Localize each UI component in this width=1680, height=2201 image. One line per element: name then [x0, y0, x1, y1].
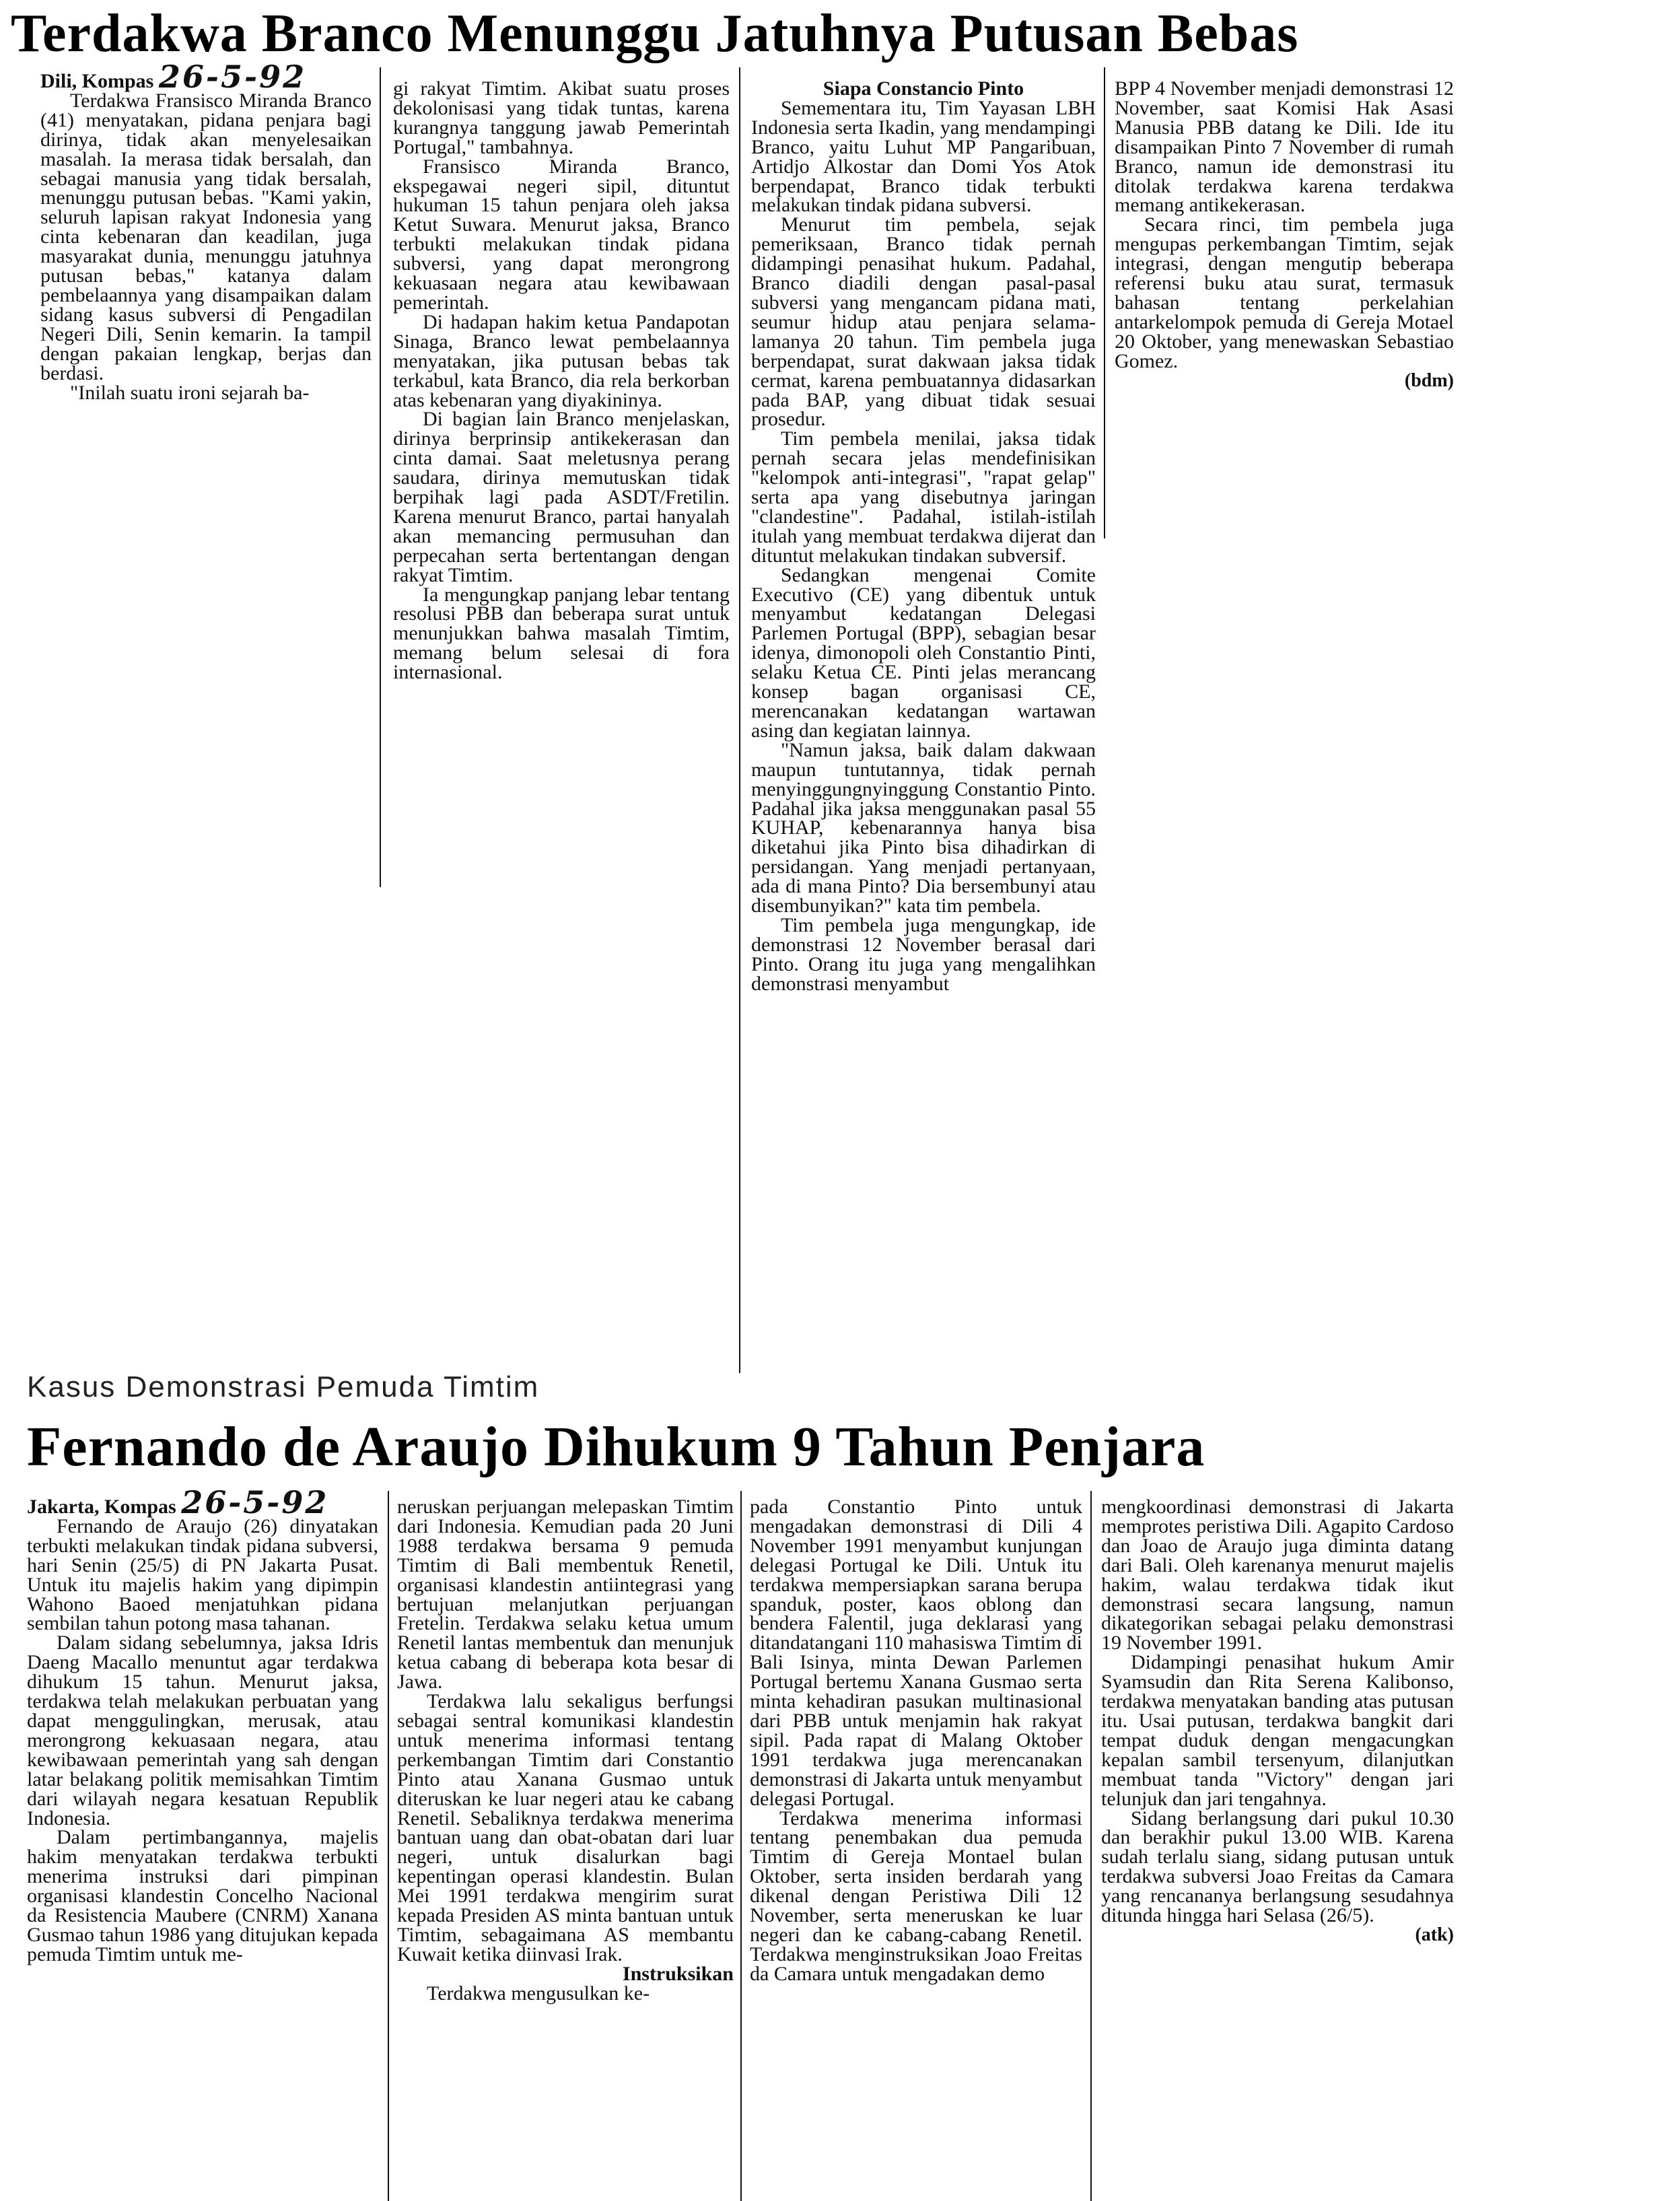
article1-column-rule-3: [1104, 67, 1105, 538]
article2-paragraph: pada Constantio Pinto untuk mengadakan demonstrasi di Dili 4 November 1991 menyambut kunjungan delegasi Portugal ke Dili. Untuk itu terdakwa mempersiapkan sarana berupa spanduk, poster, kaos oblong dan bendera Falentil, juga deklarasi yang ditandatangani 110 mahasiswa Timtim di Bali Isinya, minta Dewan Parlemen Portugal bertemu Xanana Gusmao serta minta kehadiran pasukan multinasional dari PBB untuk menjamin hak rakyat sipil. Pada rapat di Malang Oktober 1991 terdakwa juga merencanakan demonstrasi di Jakarta untuk menyambut delegasi Portugal.: [750, 1496, 1082, 1810]
article2-column-2: [397, 1498, 734, 2004]
article2-handwritten-date: 26-5-92: [181, 1484, 329, 1521]
article1-paragraph: Sedangkan mengenai Comite Executivo (CE) yang dibentuk untuk menyambut kedatangan Delegasi Parlemen Portugal (BPP), sebagian besar idenya, dimonopoli oleh Constantio Pinti, selaku Ketua CE. Pinti jelas merancang konsep bagan organisasi CE, merencanakan kedatangan wartawan asing dan kegiatan lainnya.: [751, 563, 1096, 742]
article1-headline: Terdakwa Branco Menunggu Jatuhnya Putusan Bebas: [11, 4, 1299, 63]
article2-kicker: Kasus Demonstrasi Pemuda Timtim: [27, 1370, 540, 1403]
article1-column-rule-1: [380, 67, 381, 887]
article1-paragraph: gi rakyat Timtim. Akibat suatu proses dekolonisasi yang tidak tuntas, karena kurangnya tanggung jawab Pemerintah Portugal," tambahnya.: [393, 77, 730, 158]
article1-paragraph: Fransisco Miranda Branco, ekspegawai negeri sipil, dituntut hukuman 15 tahun penjara oleh jaksa Ketut Suwara. Menurut jaksa, Branco terbukti melakukan tindak pidana subversi, yang dapat merongrong kekuasaan negara atau kewibawaan pemerintah.: [393, 155, 730, 314]
article1-paragraph: Semementara itu, Tim Yayasan LBH Indonesia serta Ikadin, yang mendampingi Branco, yaitu Luhut MP Pangaribuan, Artidjo Alkostar dan Domi Yos Atok berpendapat, Branco tidak terbukti melakukan tindak pidana subversi.: [751, 96, 1096, 217]
article1-column-2: [393, 79, 730, 683]
article2-column-rule-1: [388, 1491, 389, 2201]
article2-dateline-line: [27, 1484, 378, 1521]
article2-signature: (atk): [1415, 1924, 1454, 1945]
article1-subhead: Siapa Constancio Pinto: [823, 77, 1024, 100]
article2-paragraph: Sidang berlangsung dari pukul 10.30 dan berakhir pukul 13.00 WIB. Karena sudah terlalu siang, sidang putusan untuk terdakwa subversi Joao Freitas da Camara yang rencananya berlangsung sesudahnya ditunda hingga hari Selasa (26/5).: [1101, 1807, 1454, 1927]
article1-paragraph: Di hadapan hakim ketua Pandapotan Sinaga, Branco lewat pembelaannya menyatakan, jika putusan bebas tak terkabul, kata Branco, dia rela berkorban atas kebenaran yang diyakininya.: [393, 310, 730, 411]
article2-paragraph: Fernando de Araujo (26) dinyatakan terbukti melakukan tindak pidana subversi, hari Senin (25/5) di PN Jakarta Pusat. Untuk itu majelis hakim yang dipimpin Wahono Baoed menjatuhkan pidana sembilan tahun potong masa tahanan.: [27, 1514, 378, 1635]
article1-column-1: [40, 59, 372, 404]
article2-column-3: [750, 1498, 1082, 1984]
article1-paragraph: Secara rinci, tim pembela juga mengupas perkembangan Timtim, sejak integrasi, dengan mengutip beberapa referensi buku atau surat, termasuk bahasan tentang perkelahian antarkelompok pemuda di Gereja Motael 20 Oktober, yang menewaskan Sebastiao Gomez.: [1115, 213, 1454, 372]
article1-dateline-line: [40, 59, 372, 95]
article1-paragraph: Tim pembela menilai, jaksa tidak pernah secara jelas mendefinisikan "kelompok anti-integrasi", "rapat gelap" serta apa yang disebutnya jaringan "clandestine". Padahal, istilah-istilah itulah yang membuat terdakwa dijerat dan dituntut melakukan tindakan subversif.: [751, 427, 1096, 567]
article2-paragraph: Didampingi penasihat hukum Amir Syamsudin dan Rita Serena Kalibonso, terdakwa menyatakan banding atas putusan itu. Usai putusan, terdakwa bangkit dari tempat duduk dengan mengacungkan kepalan sambil tersenyum, dilanjutkan membuat tanda "Victory" dengan jari telunjuk dan jari tengahnya.: [1101, 1651, 1454, 1810]
article2-paragraph: mengkoordinasi demonstrasi di Jakarta memprotes peristiwa Dili. Agapito Cardoso dan Joao de Araujo juga diminta datang dari Bali. Oleh karenanya menurut majelis hakim, walau terdakwa tidak ikut demonstrasi secara langsung, namun dikategorikan sebagai pelaku demonstrasi 19 November 1991.: [1101, 1496, 1454, 1654]
article1-paragraph: Tim pembela juga mengungkap, ide demonstrasi 12 November berasal dari Pinto. Orang itu juga yang mengalihkan demonstrasi menyambut: [751, 913, 1096, 995]
article1-paragraph: "Namun jaksa, baik dalam dakwaan maupun tuntutannya, tidak pernah menyinggungnyinggung Constantio Pinto. Padahal jika jaksa menggunakan pasal 55 KUHAP, kebenarannya hanya bisa diketahui jika Pinto bisa dihadirkan di persidangan. Yang menjadi pertanyaan, ada di mana Pinto? Dia bersembunyi atau disembunyikan?" kata tim pembela.: [751, 738, 1096, 917]
article2-paragraph: Terdakwa menerima informasi tentang penembakan dua pemuda Timtim di Gereja Montael bulan Oktober, serta insiden berdarah yang dikenal dengan Peristiwa Dili 12 November, serta meneruskan ke luar negeri dan ke cabang-cabang Renetil. Terdakwa menginstruksikan Joao Freitas da Camara untuk mengadakan demo: [750, 1807, 1082, 1985]
article2-paragraph: Dalam sidang sebelumnya, jaksa Idris Daeng Macallo menuntut agar terdakwa dihukum 15 tahun. Menurut jaksa, terdakwa telah melakukan perbuatan yang dapat menggulingkan, merusak, atau merongrong kekuasaan negara, atau kewibawaan pemerintah yang sah dengan latar belakang politik memisahkan Timtim dari wilayah negara kesatuan Republik Indonesia.: [27, 1632, 378, 1829]
article1-column-rule-2: [739, 67, 740, 1373]
article2-column-rule-2: [740, 1491, 742, 2201]
article1-dateline: Dili, Kompas: [40, 70, 154, 92]
article1-paragraph: Ia mengungkap panjang lebar tentang resolusi PBB dan beberapa surat untuk menunjukkan bahwa masalah Timtim, memang belum selesai di fora internasional.: [393, 583, 730, 684]
article2-column-rule-3: [1090, 1491, 1092, 2201]
article2-subhead: Instruksikan: [622, 1962, 734, 1985]
article2-paragraph: Terdakwa mengusulkan ke-: [427, 1982, 650, 2004]
article2-dateline: Jakarta, Kompas: [27, 1496, 176, 1518]
article2-headline: Fernando de Araujo Dihukum 9 Tahun Penjara: [27, 1416, 1205, 1478]
article1-paragraph: "Inilah suatu ironi sejarah ba-: [70, 381, 310, 404]
article2-column-4: [1101, 1498, 1454, 1945]
article1-handwritten-date: 26-5-92: [158, 59, 307, 95]
article2-column-1: [27, 1484, 378, 1965]
article2-paragraph: Dalam pertimbangannya, majelis hakim menyatakan terdakwa terbukti menerima instruksi dari pimpinan organisasi klandestin Concelho Nacional da Resistencia Maubere (CNRM) Xanana Gusmao tahun 1986 yang ditujukan kepada pemuda Timtim untuk me-: [27, 1826, 378, 1965]
article1-paragraph: BPP 4 November menjadi demonstrasi 12 November, saat Komisi Hak Asasi Manusia PBB datang ke Dili. Ide itu disampaikan Pinto 7 November di rumah Branco, namun ide demonstrasi itu ditolak terdakwa karena terdakwa memang antikekerasan.: [1115, 77, 1454, 217]
article1-paragraph: Terdakwa Fransisco Miranda Branco (41) menyatakan, pidana penjara bagi dirinya, tidak akan menyelesaikan masalah. Ia merasa tidak bersalah, dan sebagai manusia yang tidak bersalah, menunggu putusan bebas. "Kami yakin, seluruh lapisan rakyat Indonesia yang cinta kebenaran dan keadilan, juga masyarakat dunia, menunggu jatuhnya putusan bebas," katanya dalam pembelaannya yang disampaikan dalam sidang kasus subversi di Pengadilan Negeri Dili, Senin kemarin. Ia tampil dengan pakaian lengkap, berjas dan berdasi.: [40, 89, 372, 384]
article1-signature: (bdm): [1404, 370, 1454, 391]
article1-column-4: [1115, 79, 1454, 391]
article1-paragraph: Menurut tim pembela, sejak pemeriksaan, Branco tidak pernah didampingi penasihat hukum. Padahal, Branco diadili dengan pasal-pasal subversi yang mengancam pidana mati, seumur hidup atau penjara selama-lamanya 20 tahun. Tim pembela juga berpendapat, surat dakwaan jaksa tidak cermat, karena pembuatannya didasarkan pada BAP, yang dibuat tidak sesuai prosedur.: [751, 213, 1096, 431]
article1-paragraph: Di bagian lain Branco menjelaskan, dirinya berprinsip antikekerasan dan cinta damai. Saat meletusnya perang saudara, dirinya memutuskan tidak berpihak lagi pada ASDT/Fretilin. Karena menurut Branco, partai hanyalah akan memancing permusuhan dan perpecahan serta bertentangan dengan rakyat Timtim.: [393, 408, 730, 586]
article1-column-3: [751, 79, 1096, 994]
article2-paragraph: neruskan perjuangan melepaskan Timtim dari Indonesia. Kemudian pada 20 Juni 1988 terdakwa bersama 9 pemuda Timtim di Bali membentuk Renetil, organisasi klandestin antiintegrasi yang bertujuan melanjutkan perjuangan Fretelin. Terdakwa selaku ketua umum Renetil lantas membentuk dan menunjuk ketua cabang di beberapa kota besar di Jawa.: [397, 1496, 734, 1693]
article2-paragraph: Terdakwa lalu sekaligus berfungsi sebagai sentral komunikasi klandestin untuk menerima informasi tentang perkembangan Timtim dari Constantio Pinto atau Xanana Gusmao untuk diteruskan ke luar negeri atau ke cabang Renetil. Sebaliknya terdakwa menerima bantuan uang dan obat-obatan dari luar negeri, untuk disalurkan bagi kepentingan operasi klandestin. Bulan Mei 1991 terdakwa mengirim surat kepada Presiden AS minta bantuan untuk Timtim, sebagaimana AS membantu Kuwait ketika diinvasi Irak.: [397, 1690, 734, 1965]
